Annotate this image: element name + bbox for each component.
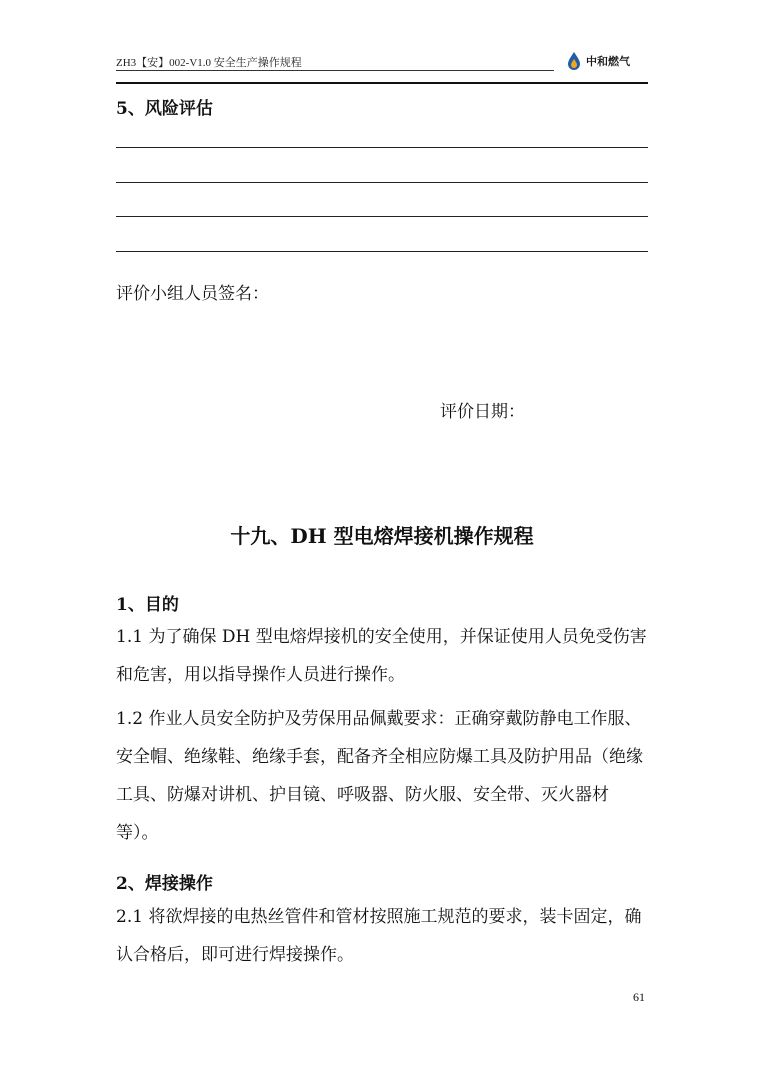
document-code: ZH3【安】002-V1.0 安全生产操作规程 bbox=[116, 57, 302, 69]
paragraph-1-2: 1.2 作业人员安全防护及劳保用品佩戴要求：正确穿戴防静电工作服、安全帽、绝缘鞋、绝缘手套，配备齐全相应防爆工具及防护用品（绝缘工具、防爆对讲机、护目镜、呼吸器、防火服、安全带、灭火器材等）。 bbox=[116, 709, 643, 843]
writing-line bbox=[116, 251, 648, 252]
flame-drop-icon bbox=[566, 51, 582, 71]
risk-assessment-heading: 5、风险评估 bbox=[116, 99, 213, 119]
signature-label: 评价小组人员签名： bbox=[116, 284, 269, 304]
header-rule bbox=[116, 82, 648, 84]
writing-line bbox=[116, 216, 648, 217]
welding-heading: 2、焊接操作 bbox=[116, 874, 213, 894]
paragraph-1-1: 1.1 为了确保 DH 型电熔焊接机的安全使用，并保证使用人员免受伤害和危害，用以指导操作人员进行操作。 bbox=[116, 627, 647, 685]
date-label: 评价日期： bbox=[440, 402, 525, 422]
page-number: 61 bbox=[633, 990, 645, 1004]
writing-line bbox=[116, 182, 648, 183]
company-logo bbox=[566, 50, 630, 72]
writing-line bbox=[116, 147, 648, 148]
logo-text: 中和燃气 bbox=[586, 55, 630, 68]
purpose-heading: 1、目的 bbox=[116, 595, 179, 615]
section-title: 十九、DH 型电熔焊接机操作规程 bbox=[230, 524, 534, 548]
header-divider bbox=[116, 70, 554, 71]
paragraph-2-1: 2.1 将欲焊接的电热丝管件和管材按照施工规范的要求，装卡固定，确认合格后，即可进行焊接操作。 bbox=[116, 907, 642, 965]
